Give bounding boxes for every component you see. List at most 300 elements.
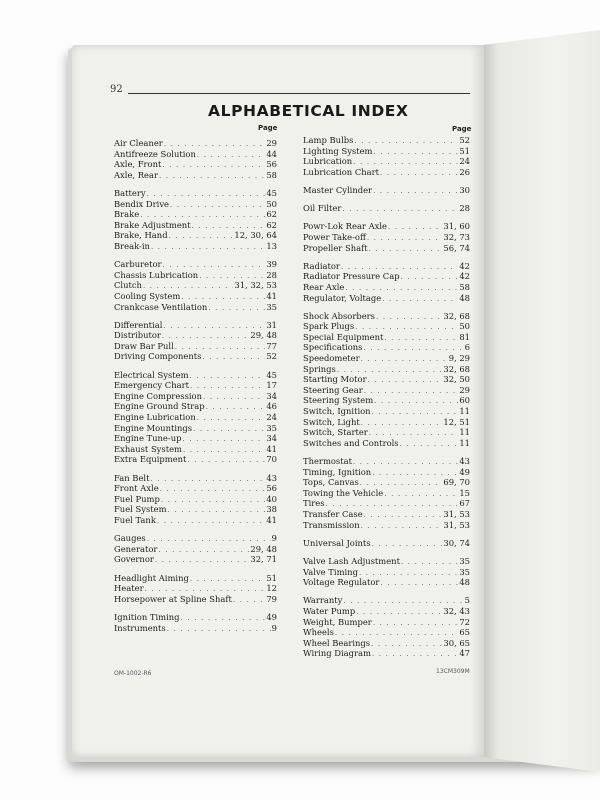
index-letter-group [303, 221, 470, 253]
dot-leader [155, 555, 249, 565]
dot-leader [372, 468, 458, 478]
index-entry-label: Spark Plugs [303, 321, 355, 332]
index-entry [114, 612, 277, 623]
dot-leader [187, 455, 265, 465]
index-letter-group [303, 556, 470, 588]
index-entry [114, 302, 277, 313]
index-entry-label: Axle, Rear [114, 169, 158, 180]
dot-leader [163, 260, 266, 270]
dot-leader [354, 136, 458, 146]
index-entry [303, 342, 470, 353]
index-letter-group [303, 456, 470, 530]
index-entry-label: Steering Gear [303, 384, 363, 395]
dot-leader [372, 407, 459, 417]
dot-leader [353, 457, 458, 467]
index-entry-pages: 11 [459, 427, 470, 438]
index-entry [303, 648, 470, 659]
dot-leader [157, 516, 265, 526]
dot-leader [147, 534, 271, 544]
index-entry-pages: 11 [459, 437, 470, 448]
index-entry [303, 406, 470, 417]
dot-leader [168, 505, 266, 515]
index-entry-label: Wheel Bearings [303, 637, 371, 648]
index-entry-pages: 44 [266, 148, 277, 159]
index-entry [114, 291, 277, 302]
index-entry-label: Special Equipment [303, 331, 384, 342]
index-entry [303, 520, 470, 531]
index-entry-label: Fuel Tank [114, 514, 156, 525]
header-rule [128, 93, 470, 94]
index-entry-label: Transfer Case [303, 508, 363, 519]
index-entry-pages: 35 [459, 566, 470, 577]
dot-leader [337, 365, 443, 375]
index-entry-pages: 34 [266, 433, 277, 444]
index-entry [114, 554, 277, 565]
footer-print-code: 13CM309M [436, 668, 470, 675]
index-entry-pages: 30, 74 [443, 537, 470, 548]
index-letter-group [114, 473, 277, 526]
index-entry [303, 232, 470, 243]
index-entry [114, 412, 277, 423]
dot-leader [203, 392, 265, 402]
dot-leader [190, 371, 266, 381]
index-entry-pages: 49 [266, 611, 277, 622]
index-entry-pages: 31, 53 [443, 519, 470, 530]
index-entry-pages: 6 [464, 342, 470, 353]
index-entry-pages: 29, 48 [250, 543, 277, 554]
index-entry [114, 159, 277, 170]
dot-leader [190, 381, 265, 391]
index-entry [303, 456, 470, 467]
index-entry-pages: 31, 60 [443, 221, 470, 232]
index-entry-label: Cooling System [114, 290, 181, 301]
dot-leader [380, 578, 458, 588]
dot-leader [400, 439, 459, 449]
index-entry [114, 280, 277, 291]
index-entry-pages: 32, 50 [443, 374, 470, 385]
index-entry [303, 577, 470, 588]
index-entry [114, 188, 277, 199]
page-number: 92 [110, 84, 123, 95]
index-entry [114, 241, 277, 252]
index-entry-pages: 50 [459, 321, 470, 332]
index-entry-label: Fan Belt [114, 472, 150, 483]
index-entry-label: Propeller Shaft [303, 242, 368, 253]
index-entry [114, 351, 277, 362]
index-entry-pages: 11 [459, 406, 470, 417]
index-entry-pages: 77 [266, 340, 277, 351]
index-entry-pages: 52 [459, 135, 470, 145]
index-entry-pages: 29 [459, 384, 470, 395]
index-letter-group [114, 320, 277, 362]
dot-leader [143, 281, 233, 291]
dot-leader [326, 499, 459, 509]
dot-leader [388, 222, 442, 232]
index-entry-pages: 62 [266, 209, 277, 220]
index-entry-label: Warranty [303, 595, 343, 606]
dot-leader [401, 557, 458, 567]
index-entry [114, 594, 277, 605]
dot-leader [382, 294, 458, 304]
index-entry [303, 146, 470, 157]
dot-leader [361, 418, 443, 428]
index-entry-pages: 32, 43 [443, 605, 470, 616]
index-entry-pages: 30 [459, 184, 470, 195]
index-entry [114, 149, 277, 160]
index-entry-pages: 43 [266, 472, 277, 483]
index-entry-label: Battery [114, 187, 146, 198]
index-letter-group [303, 185, 470, 196]
index-entry-label: Water Pump [303, 605, 356, 616]
index-entry [303, 364, 470, 375]
index-entry-pages: 62 [266, 219, 277, 230]
index-entry-pages: 48 [459, 292, 470, 303]
index-entry-pages: 15 [459, 487, 470, 498]
index-entry-label: Horsepower at Spline Shaft [114, 593, 232, 604]
dot-leader [355, 322, 458, 332]
index-entry [114, 494, 277, 505]
index-letter-group [114, 188, 277, 252]
index-entry-pages: 67 [459, 498, 470, 509]
dot-leader [341, 262, 458, 272]
index-entry [303, 243, 470, 254]
index-entry-label: Switch, Ignition [303, 406, 371, 417]
index-entry-pages: 9 [271, 622, 277, 633]
dot-leader [164, 139, 266, 149]
index-entry-label: Lubrication Chart [303, 166, 379, 177]
index-entry [114, 483, 277, 494]
index-letter-group [303, 135, 470, 177]
index-entry [303, 617, 470, 628]
index-entry-pages: 29 [266, 138, 277, 148]
index-entry-label: Oil Filter [303, 203, 342, 214]
dot-leader [384, 489, 458, 499]
index-entry [303, 167, 470, 178]
index-entry-label: Crankcase Ventilation [114, 301, 208, 312]
dot-leader [401, 272, 459, 282]
index-entry-label: Fuel System [114, 504, 167, 515]
index-entry [303, 185, 470, 196]
dot-leader [202, 352, 265, 362]
index-entry-pages: 58 [266, 169, 277, 180]
index-entry-label: Emergency Chart [114, 380, 189, 391]
dot-leader [197, 150, 265, 160]
index-entry [303, 417, 470, 428]
index-entry-pages: 41 [266, 290, 277, 301]
index-entry [114, 270, 277, 281]
index-entry [114, 473, 277, 484]
dot-leader [356, 607, 442, 617]
index-entry-label: Governor [114, 554, 154, 565]
index-entry-pages: 32, 68 [443, 363, 470, 374]
index-entry-label: Wiring Diagram [303, 648, 371, 659]
index-entry-label: Draw Bar Pull [114, 340, 174, 351]
index-entry-label: Switches and Controls [303, 437, 399, 448]
index-entry-pages: 32, 73 [443, 231, 470, 242]
index-entry [114, 341, 277, 352]
index-entry [303, 556, 470, 567]
index-column-right [303, 135, 470, 666]
index-entry-label: Brake Adjustment [114, 219, 191, 230]
index-entry-pages: 50 [266, 198, 277, 209]
dot-leader [360, 478, 443, 488]
index-entry [114, 533, 277, 544]
index-entry-label: Wheels [303, 627, 334, 638]
index-entry-pages: 34 [266, 390, 277, 401]
index-entry-pages: 12, 51 [443, 416, 470, 427]
index-entry-label: Bendix Drive [114, 198, 170, 209]
index-entry-label: Steering System [303, 395, 374, 406]
index-entry [303, 353, 470, 364]
index-entry [303, 135, 470, 146]
index-entry-pages: 32, 71 [250, 554, 277, 565]
index-entry-label: Carburetor [114, 259, 162, 270]
index-entry-label: Antifreeze Solution [114, 148, 196, 159]
index-entry-label: Engine Compression [114, 390, 202, 401]
index-letter-group [114, 612, 277, 633]
dot-leader [199, 271, 265, 281]
index-entry-pages: 42 [459, 260, 470, 271]
dot-leader [361, 521, 443, 531]
index-entry-pages: 48 [459, 577, 470, 588]
index-letter-group [114, 138, 277, 180]
index-entry-pages: 79 [266, 593, 277, 604]
dot-leader [158, 545, 249, 555]
index-entry [303, 438, 470, 449]
dot-leader [192, 221, 266, 231]
dot-leader [376, 312, 442, 322]
dot-leader [364, 386, 459, 396]
dot-leader [373, 618, 459, 628]
index-entry [114, 544, 277, 555]
index-entry-pages: 41 [266, 514, 277, 525]
dot-leader [233, 595, 265, 605]
index-entry [303, 332, 470, 343]
right-page-column-header: Page [452, 125, 472, 133]
index-entry-label: Generator [114, 543, 158, 554]
index-entry [303, 488, 470, 499]
index-entry-pages: 45 [266, 187, 277, 198]
index-entry-label: Driving Components [114, 351, 202, 362]
index-entry-pages: 30, 65 [443, 637, 470, 648]
index-entry [114, 444, 277, 455]
index-entry-pages: 69, 70 [443, 477, 470, 488]
index-entry-label: Valve Lash Adjustment [303, 555, 400, 566]
index-entry-label: Lubrication [303, 156, 353, 167]
index-entry [114, 230, 277, 241]
dot-leader [373, 186, 458, 196]
index-entry-pages: 28 [459, 203, 470, 214]
index-letter-group [114, 370, 277, 465]
index-entry-pages: 12, 30, 64 [234, 230, 277, 241]
page-title: ALPHABETICAL INDEX [208, 102, 409, 120]
index-entry [114, 380, 277, 391]
index-entry-pages: 29, 48 [250, 330, 277, 341]
index-entry [303, 311, 470, 322]
index-letter-group [114, 573, 277, 605]
index-entry-label: Specifications [303, 342, 363, 353]
index-entry-label: Springs [303, 363, 336, 374]
dot-leader [374, 147, 459, 157]
index-entry-pages: 52 [266, 351, 277, 362]
dot-leader [197, 413, 266, 423]
dot-leader [208, 303, 265, 313]
index-entry [114, 454, 277, 465]
dot-leader [169, 231, 234, 241]
index-entry-label: Switch, Light [303, 416, 360, 427]
dot-leader [183, 445, 265, 455]
index-letter-group [114, 259, 277, 312]
dot-leader [361, 354, 448, 364]
index-letter-group [303, 203, 470, 214]
index-letter-group [303, 261, 470, 303]
dot-leader [140, 210, 265, 220]
index-entry-label: Shock Absorbers [303, 310, 375, 321]
dot-leader [374, 396, 458, 406]
dot-leader [162, 160, 265, 170]
index-letter-group [114, 533, 277, 565]
dot-leader [363, 343, 463, 353]
index-entry-label: Radiator [303, 260, 340, 271]
index-entry [114, 391, 277, 402]
index-entry-label: Tops, Canvas [303, 477, 359, 488]
index-entry-pages: 13 [266, 240, 277, 251]
dot-leader [181, 613, 266, 623]
index-entry-label: Electrical System [114, 369, 189, 380]
index-entry [114, 423, 277, 434]
index-letter-group [303, 538, 470, 549]
index-entry [114, 209, 277, 220]
dot-leader [206, 402, 266, 412]
index-entry [303, 271, 470, 282]
index-entry-label: Weight, Bumper [303, 616, 372, 627]
dot-leader [190, 574, 265, 584]
index-entry [303, 203, 470, 214]
dot-leader [372, 649, 458, 659]
dot-leader [345, 283, 458, 293]
index-entry-pages: 31 [266, 319, 277, 330]
index-entry [303, 282, 470, 293]
index-entry-pages: 39 [266, 259, 277, 270]
index-entry [114, 401, 277, 412]
index-entry [303, 538, 470, 549]
index-entry-label: Air Cleaner [114, 138, 163, 148]
dot-leader [353, 157, 458, 167]
index-column-left [114, 138, 277, 641]
left-page-column-header: Page [258, 124, 278, 132]
index-entry-pages: 12 [266, 583, 277, 594]
index-entry-label: Speedometer [303, 353, 360, 364]
index-entry [114, 433, 277, 444]
dot-leader [372, 539, 443, 549]
dot-leader [359, 568, 458, 578]
index-entry [114, 573, 277, 584]
index-entry-pages: 60 [459, 395, 470, 406]
index-entry-label: Axle, Front [114, 159, 162, 170]
index-entry-label: Thermostat [303, 456, 352, 466]
index-entry-label: Engine Tune-up [114, 433, 182, 444]
index-entry-pages: 24 [266, 412, 277, 423]
index-entry-pages: 38 [266, 504, 277, 515]
index-entry-label: Transmission [303, 519, 360, 530]
dot-leader [364, 510, 443, 520]
index-entry-pages: 31, 32, 53 [234, 280, 277, 291]
index-entry-pages: 51 [266, 572, 277, 583]
index-entry-label: Heater [114, 583, 144, 594]
index-entry [303, 595, 470, 606]
index-entry-label: Exhaust System [114, 443, 182, 454]
index-entry-pages: 51 [459, 145, 470, 156]
index-entry-label: Regulator, Voltage [303, 292, 382, 303]
index-entry [303, 567, 470, 578]
index-entry [114, 515, 277, 526]
index-entry-pages: 43 [459, 456, 470, 466]
index-entry-pages: 47 [459, 648, 470, 659]
index-entry-label: Engine Ground Strap [114, 401, 205, 412]
index-entry-pages: 70 [266, 454, 277, 465]
dot-leader [384, 333, 458, 343]
index-entry-pages: 56 [266, 159, 277, 170]
index-entry-pages: 26 [459, 166, 470, 177]
dot-leader [163, 321, 265, 331]
index-entry [114, 199, 277, 210]
index-entry-label: Towing the Vehicle [303, 487, 384, 498]
index-entry-pages: 31, 53 [443, 508, 470, 519]
index-entry [303, 395, 470, 406]
dot-leader [150, 474, 265, 484]
dot-leader [335, 628, 458, 638]
index-entry [114, 330, 277, 341]
index-entry-pages: 24 [459, 156, 470, 167]
index-entry-pages: 58 [459, 281, 470, 292]
index-entry-label: Distributor [114, 330, 161, 341]
dot-leader [193, 424, 265, 434]
index-entry-label: Gauges [114, 533, 146, 544]
index-entry [114, 370, 277, 381]
dot-leader [170, 200, 265, 210]
index-entry-pages: 5 [464, 595, 470, 606]
index-entry-label: Engine Lubrication [114, 412, 196, 423]
index-entry [303, 467, 470, 478]
index-entry-pages: 35 [266, 301, 277, 312]
index-entry [303, 638, 470, 649]
index-entry-pages: 72 [459, 616, 470, 627]
index-entry [114, 320, 277, 331]
index-entry [303, 221, 470, 232]
dot-leader [367, 233, 442, 243]
index-entry-pages: 56, 74 [443, 242, 470, 253]
dot-leader [371, 639, 442, 649]
index-entry-label: Tires [303, 498, 325, 509]
index-entry-label: Front Axle [114, 483, 159, 494]
footer-form-number: OM-1002-R6 [114, 670, 152, 677]
index-entry [303, 627, 470, 638]
dot-leader [145, 584, 266, 594]
index-entry-pages: 41 [266, 443, 277, 454]
dot-leader [342, 204, 458, 214]
index-entry-label: Brake [114, 209, 140, 220]
index-entry-pages: 28 [266, 269, 277, 280]
index-letter-group [303, 595, 470, 659]
index-entry-label: Break-in [114, 240, 150, 251]
index-entry-label: Master Cylinder [303, 184, 373, 195]
dot-leader [368, 375, 443, 385]
dot-leader [343, 596, 463, 606]
index-entry [303, 385, 470, 396]
index-entry-label: Powr-Lok Rear Axle [303, 221, 388, 232]
index-entry-label: Lamp Bulbs [303, 135, 354, 145]
index-entry [303, 374, 470, 385]
